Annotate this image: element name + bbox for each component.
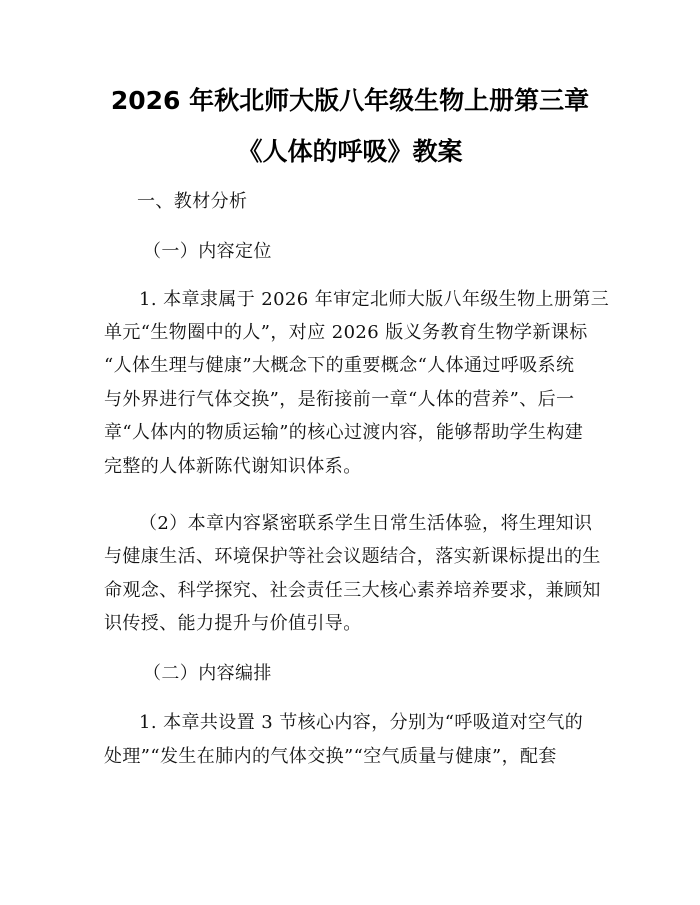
section-heading-textbook-analysis: 一、教材分析	[137, 191, 248, 212]
paragraph-1-line-5: 章“人体内的物质运输”的核心过渡内容，能够帮助学生构建	[104, 422, 584, 443]
paragraph-2-line-2: 与健康生活、环境保护等社会议题结合，落实新课标提出的生	[104, 546, 601, 567]
paragraph-1-line-4: 与外界进行气体交换”，是衔接前一章“人体的营养”、后一	[104, 389, 575, 410]
paragraph-3-line-1: 1. 本章共设置 3 节核心内容，分别为“呼吸道对空气的	[139, 712, 584, 733]
paragraph-2-line-1: （2）本章内容紧密联系学生日常生活体验，将生理知识	[139, 513, 593, 534]
paragraph-2-line-3: 命观念、科学探究、社会责任三大核心素养培养要求，兼顾知	[104, 580, 601, 601]
paragraph-1-line-6: 完整的人体新陈代谢知识体系。	[104, 456, 362, 477]
paragraph-1-line-3: “人体生理与健康”大概念下的重要概念“人体通过呼吸系统	[104, 355, 575, 376]
document-title-line-2: 《人体的呼吸》教案	[237, 137, 463, 166]
paragraph-3-line-2: 处理”“发生在肺内的气体交换”“空气质量与健康”，配套	[104, 746, 557, 767]
document-title-line-1: 2026 年秋北师大版八年级生物上册第三章	[110, 86, 590, 115]
paragraph-1-line-1: 1. 本章隶属于 2026 年审定北师大版八年级生物上册第三	[139, 289, 610, 310]
subsection-heading-content-positioning: （一）内容定位	[143, 241, 272, 262]
paragraph-2-line-4: 识传授、能力提升与价值引导。	[104, 613, 362, 634]
paragraph-1-line-2: 单元“生物圈中的人”，对应 2026 版义务教育生物学新课标	[104, 322, 588, 343]
subsection-heading-content-arrangement: （二）内容编排	[143, 663, 272, 684]
